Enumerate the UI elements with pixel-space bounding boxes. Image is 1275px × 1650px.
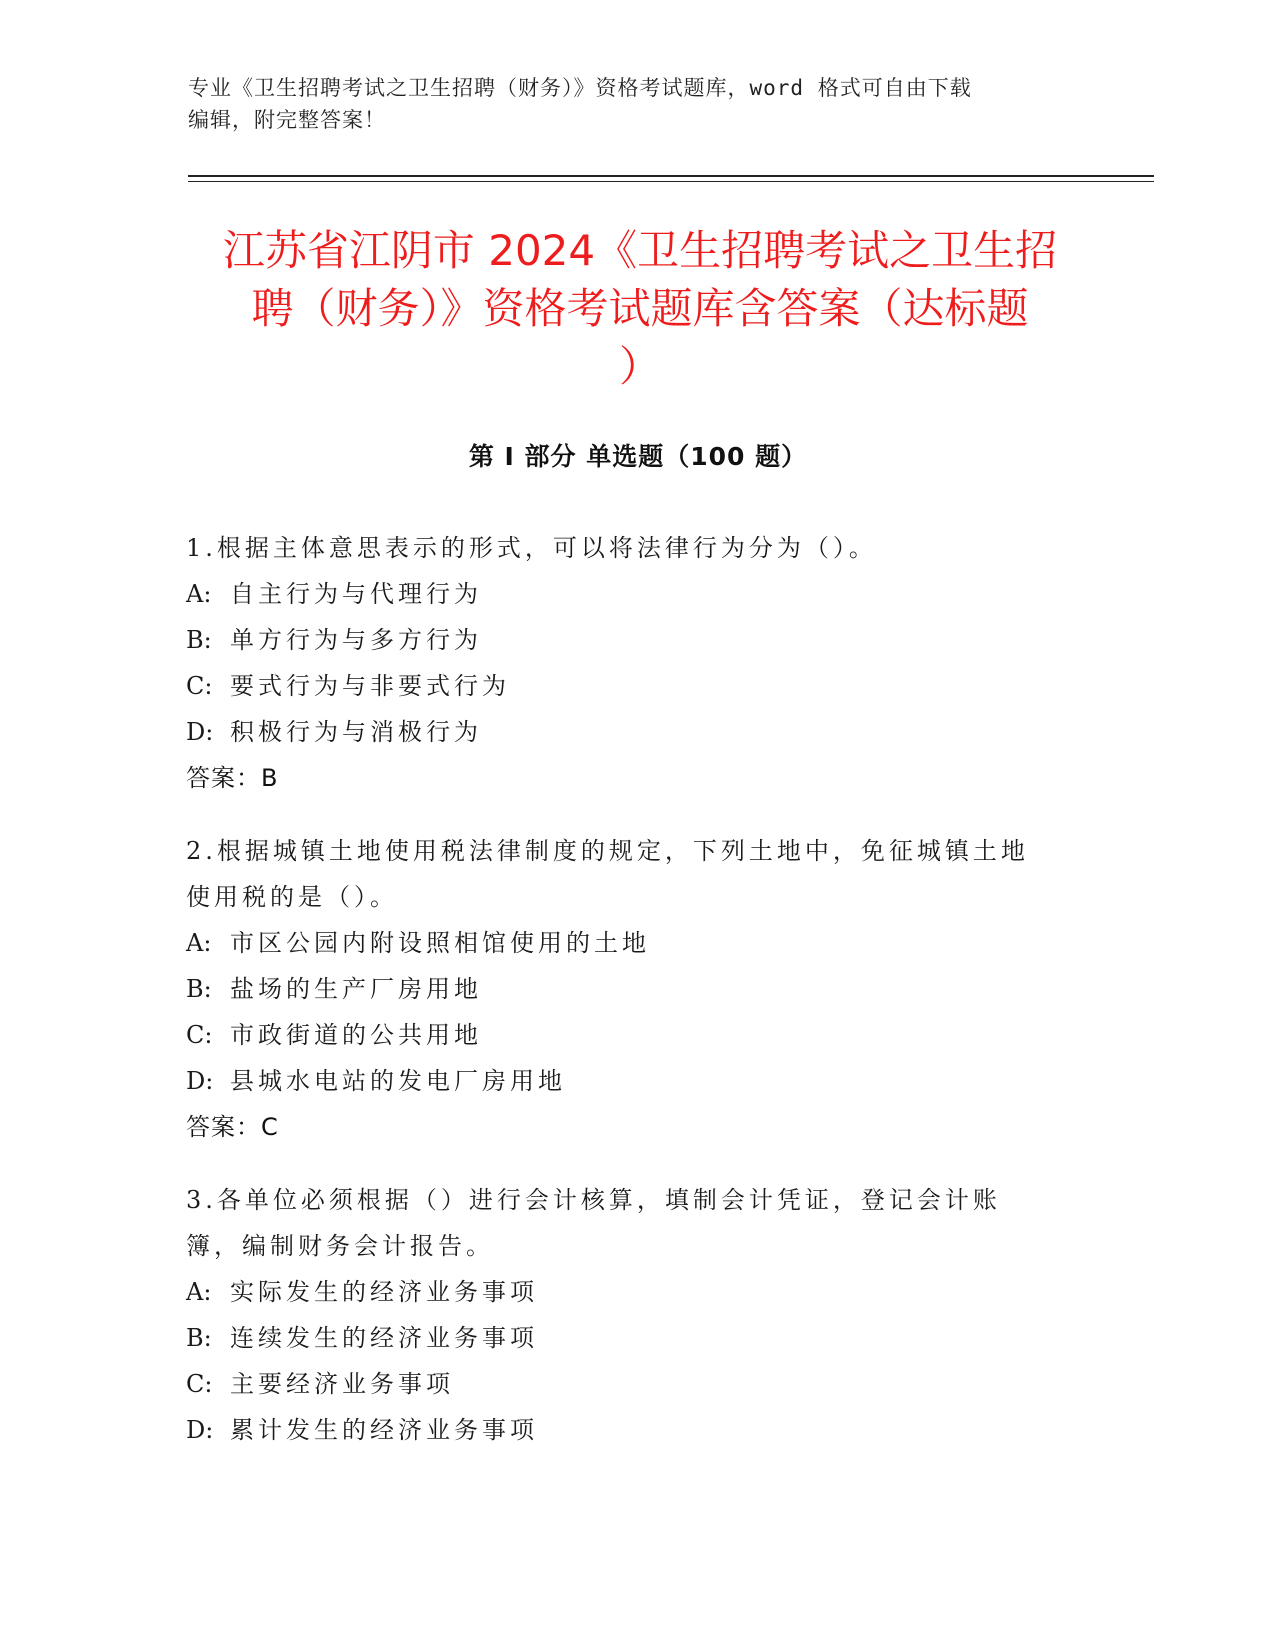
option-text: 积极行为与消极行为 bbox=[230, 718, 482, 746]
question-1 bbox=[186, 525, 1086, 801]
option-key: A: bbox=[186, 580, 212, 608]
answer: 答案：B bbox=[186, 764, 279, 792]
option-key: B: bbox=[186, 1324, 212, 1352]
option-key: B: bbox=[186, 975, 212, 1003]
option-b bbox=[186, 1315, 1086, 1361]
option-text: 盐场的生产厂房用地 bbox=[230, 975, 482, 1003]
option-key: C: bbox=[186, 1021, 213, 1049]
header-rule-thin bbox=[188, 181, 1154, 182]
header-note bbox=[188, 72, 1088, 136]
question-list bbox=[186, 525, 1086, 1480]
option-text: 连续发生的经济业务事项 bbox=[230, 1324, 538, 1352]
question-stem: 1.根据主体意思表示的形式，可以将法律行为分为（）。 bbox=[186, 534, 877, 562]
option-c bbox=[186, 663, 1086, 709]
option-d bbox=[186, 1407, 1086, 1453]
question-2 bbox=[186, 828, 1086, 1150]
option-text: 市政街道的公共用地 bbox=[230, 1021, 482, 1049]
option-key: D: bbox=[186, 1416, 214, 1444]
option-b bbox=[186, 617, 1086, 663]
header-note-line-2: 编辑，附完整答案！ bbox=[188, 108, 386, 132]
option-key: C: bbox=[186, 672, 213, 700]
option-text: 要式行为与非要式行为 bbox=[230, 672, 510, 700]
option-key: C: bbox=[186, 1370, 213, 1398]
option-key: D: bbox=[186, 1067, 214, 1095]
header-rule-thick bbox=[188, 175, 1154, 177]
option-text: 累计发生的经济业务事项 bbox=[230, 1416, 538, 1444]
option-a bbox=[186, 920, 1086, 966]
option-key: A: bbox=[186, 929, 212, 957]
option-key: D: bbox=[186, 718, 214, 746]
question-stem: 2.根据城镇土地使用税法律制度的规定，下列土地中，免征城镇土地使用税的是（）。 bbox=[186, 837, 1029, 911]
document-title bbox=[190, 222, 1090, 396]
option-text: 主要经济业务事项 bbox=[230, 1370, 454, 1398]
option-d bbox=[186, 709, 1086, 755]
option-text: 单方行为与多方行为 bbox=[230, 626, 482, 654]
option-key: B: bbox=[186, 626, 212, 654]
section-title: 第 I 部分 单选题（100 题） bbox=[468, 442, 808, 471]
option-key: A: bbox=[186, 1278, 212, 1306]
option-c bbox=[186, 1012, 1086, 1058]
document-title-line-1: 江苏省江阴市 2024《卫生招聘考试之卫生招 bbox=[222, 226, 1058, 275]
header-note-line-1: 专业《卫生招聘考试之卫生招聘（财务）》资格考试题库，word 格式可自由下载 bbox=[188, 76, 972, 100]
option-a bbox=[186, 571, 1086, 617]
option-text: 实际发生的经济业务事项 bbox=[230, 1278, 538, 1306]
option-text: 市区公园内附设照相馆使用的土地 bbox=[230, 929, 650, 957]
option-d bbox=[186, 1058, 1086, 1104]
option-text: 县城水电站的发电厂房用地 bbox=[230, 1067, 566, 1095]
document-title-line-3: ） bbox=[618, 342, 661, 391]
option-text: 自主行为与代理行为 bbox=[230, 580, 482, 608]
option-c bbox=[186, 1361, 1086, 1407]
answer: 答案：C bbox=[186, 1113, 279, 1141]
option-a bbox=[186, 1269, 1086, 1315]
question-3 bbox=[186, 1177, 1086, 1453]
document-title-line-2: 聘（财务）》资格考试题库含答案（达标题 bbox=[251, 284, 1029, 333]
option-b bbox=[186, 966, 1086, 1012]
question-stem: 3.各单位必须根据（）进行会计核算，填制会计凭证，登记会计账簿，编制财务会计报告。 bbox=[186, 1186, 1001, 1260]
